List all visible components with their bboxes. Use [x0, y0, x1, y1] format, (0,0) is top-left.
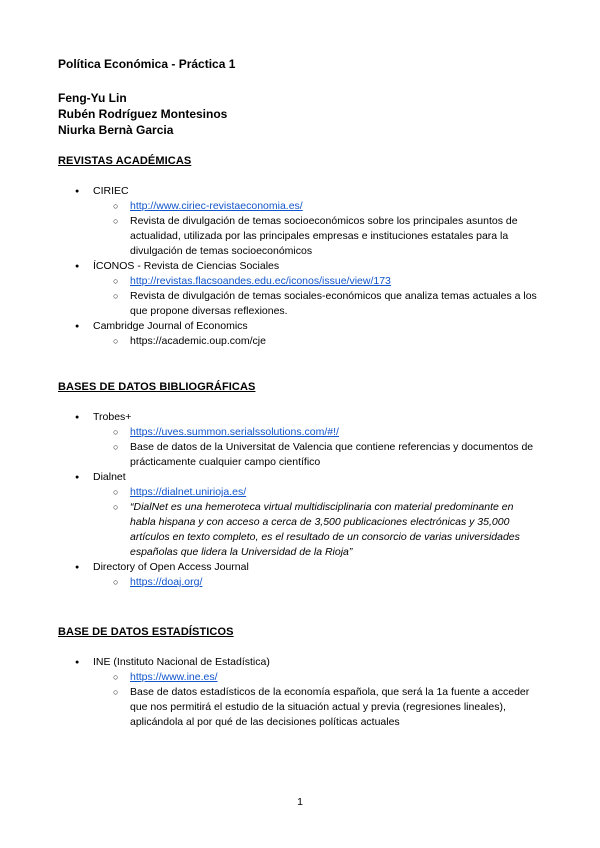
list-item-ine: ● INE (Instituto Nacional de Estadística)	[0, 655, 600, 670]
section-heading-revistas: REVISTAS ACADÉMICAS	[58, 155, 192, 167]
doaj-link[interactable]: https://doaj.org/	[130, 576, 203, 588]
page-number: 1	[297, 796, 303, 808]
author-name: Niurka Bernà Garcia	[58, 123, 174, 137]
list-item-ciriec: ● CIRIEC	[0, 184, 600, 199]
list-item-cambridge: ● Cambridge Journal of Economics	[0, 319, 600, 334]
section-heading-base-estadisticos: BASE DE DATOS ESTADÍSTICOS	[58, 626, 234, 638]
sub-item-link	[0, 485, 600, 500]
section-heading-bases-bibliograficas: BASES DE DATOS BIBLIOGRÁFICAS	[58, 381, 256, 393]
revistas-list	[0, 184, 600, 349]
list-item-trobes: ● Trobes+	[0, 410, 600, 425]
iconos-description: ○ Revista de divulgación de temas sociales-económicos que analiza temas actuales a los que propone diversas reflexiones.	[0, 289, 600, 319]
bases-bib-list	[0, 410, 600, 590]
list-item-iconos: ● ÍCONOS - Revista de Ciencias Sociales	[0, 259, 600, 274]
trobes-link[interactable]: https://uves.summon.serialssolutions.com/#!/	[130, 426, 339, 438]
trobes-description: ○ Base de datos de la Universitat de Valencia que contiene referencias y documentos de prácticamente cualquier campo científico	[0, 440, 600, 470]
base-est-list	[0, 655, 600, 730]
cambridge-url: ○ https://academic.oup.com/cje	[0, 334, 600, 349]
ine-link[interactable]: https://www.ine.es/	[130, 671, 218, 683]
list-item-doaj: ● Directory of Open Access Journal	[0, 560, 600, 575]
author-name: Feng-Yu Lin	[58, 91, 127, 105]
ciriec-description: ○ Revista de divulgación de temas socioeconómicos sobre los principales asuntos de actualidad, utilizada por las principales empresas e instituciones estatales para la divulgación de temas socioeconómicos	[0, 214, 600, 259]
dialnet-link[interactable]: https://dialnet.unirioja.es/	[130, 486, 247, 498]
iconos-link[interactable]: http://revistas.flacsoandes.edu.ec/iconos/issue/view/173	[130, 275, 391, 287]
ciriec-link[interactable]: http://www.ciriec-revistaeconomia.es/	[130, 200, 303, 212]
author-list	[58, 90, 227, 138]
sub-item-link	[0, 199, 600, 214]
sub-item-link	[0, 274, 600, 289]
author-name: Rubén Rodríguez Montesinos	[58, 107, 228, 121]
ine-description: ○ Base de datos estadísticos de la economía española, que será la 1a fuente a acceder que nos permitirá el estudio de la situación actual y previa (regresiones lineales), aplicándola al por qué de las decisiones políticas actuales	[0, 685, 600, 730]
dialnet-description: ○ “DialNet es una hemeroteca virtual multidisciplinaria con material predominante en habla hispana y con acceso a cerca de 3,500 publicaciones electrónicas y 35,000 artículos en texto completo, es el resultado de un consorcio de varias universidades españolas que lidera la Universidad de la Rioja”	[0, 500, 600, 560]
sub-item-link	[0, 670, 600, 685]
list-item-dialnet: ● Dialnet	[0, 470, 600, 485]
sub-item-link	[0, 425, 600, 440]
document-title: Política Económica - Práctica 1	[58, 57, 236, 71]
sub-item-link	[0, 575, 600, 590]
